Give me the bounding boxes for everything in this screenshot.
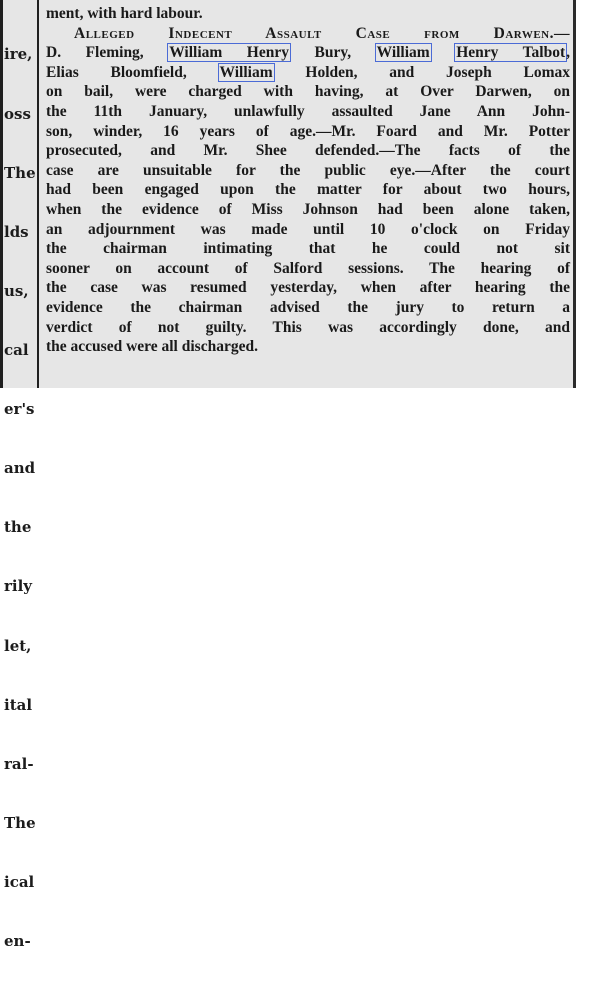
article-line: on bail, were charged with having, at Over Darwen, on	[46, 83, 570, 101]
article-line-names-1	[46, 43, 570, 63]
left-fragment: ital	[4, 695, 33, 714]
left-fragment: the	[4, 518, 32, 537]
article-line: verdict of not guilty. This was accordingly done, and	[46, 318, 570, 336]
article-line: prosecuted, and Mr. Shee defended.—The facts of the	[46, 142, 570, 160]
highlighted-name: William	[376, 44, 430, 62]
article-line: the accused were all discharged.	[46, 338, 258, 356]
name-text: Holden, and Joseph Lomax	[273, 63, 570, 81]
name-text: Elias Bloomfield,	[46, 63, 219, 81]
name-text: ,	[566, 44, 570, 62]
left-fragment: The	[4, 163, 36, 182]
right-border	[573, 0, 576, 388]
left-fragment: let,	[4, 636, 32, 655]
left-fragment: rily	[4, 577, 33, 596]
left-border	[0, 0, 3, 388]
article-line: ment, with hard labour.	[46, 5, 203, 22]
left-fragment: er's	[4, 400, 35, 419]
name-text: Bury,	[289, 44, 376, 62]
article-line: son, winder, 16 years of age.—Mr. Foard and Mr. Potter	[46, 122, 570, 140]
left-fragment: lds	[4, 222, 29, 241]
article-line-names-2	[46, 63, 570, 83]
article-line: the chairman intimating that he could not sit	[46, 240, 570, 258]
left-fragment: The	[4, 813, 36, 832]
article-line: the case was resumed yesterday, when after hearing the	[46, 279, 570, 297]
column-rule	[37, 0, 39, 388]
highlighted-name: Henry Talbot	[456, 44, 566, 62]
left-fragment: and	[4, 459, 36, 478]
article-line: an adjournment was made until 10 o'clock on Friday	[46, 220, 570, 238]
left-column-fragments	[4, 6, 36, 991]
article-line: evidence the chairman advised the jury to return a	[46, 298, 570, 316]
left-fragment: en-	[4, 932, 31, 951]
left-fragment: ral-	[4, 754, 34, 773]
article-line: sooner on account of Salford sessions. The hearing of	[46, 259, 570, 277]
name-text	[431, 44, 456, 61]
article-heading: Alleged Indecent Assault Case from Darwen.—	[74, 24, 570, 42]
left-fragment: ical	[4, 872, 35, 891]
left-fragment: oss	[4, 104, 31, 123]
left-fragment: ire,	[4, 45, 33, 64]
article-line: when the evidence of Miss Johnson had been alone taken,	[46, 200, 570, 218]
article-line: the 11th January, unlawfully assaulted Jane Ann John-	[46, 102, 570, 120]
article-text	[46, 4, 570, 357]
article-line: had been engaged upon the matter for about two hours,	[46, 181, 570, 199]
left-fragment: cal	[4, 340, 29, 359]
left-fragment: us,	[4, 281, 29, 300]
highlighted-name: William Henry	[169, 44, 289, 62]
name-text: D. Fleming,	[46, 44, 169, 62]
article-line: case are unsuitable for the public eye.—After the court	[46, 161, 570, 179]
highlighted-name: William	[219, 63, 273, 81]
